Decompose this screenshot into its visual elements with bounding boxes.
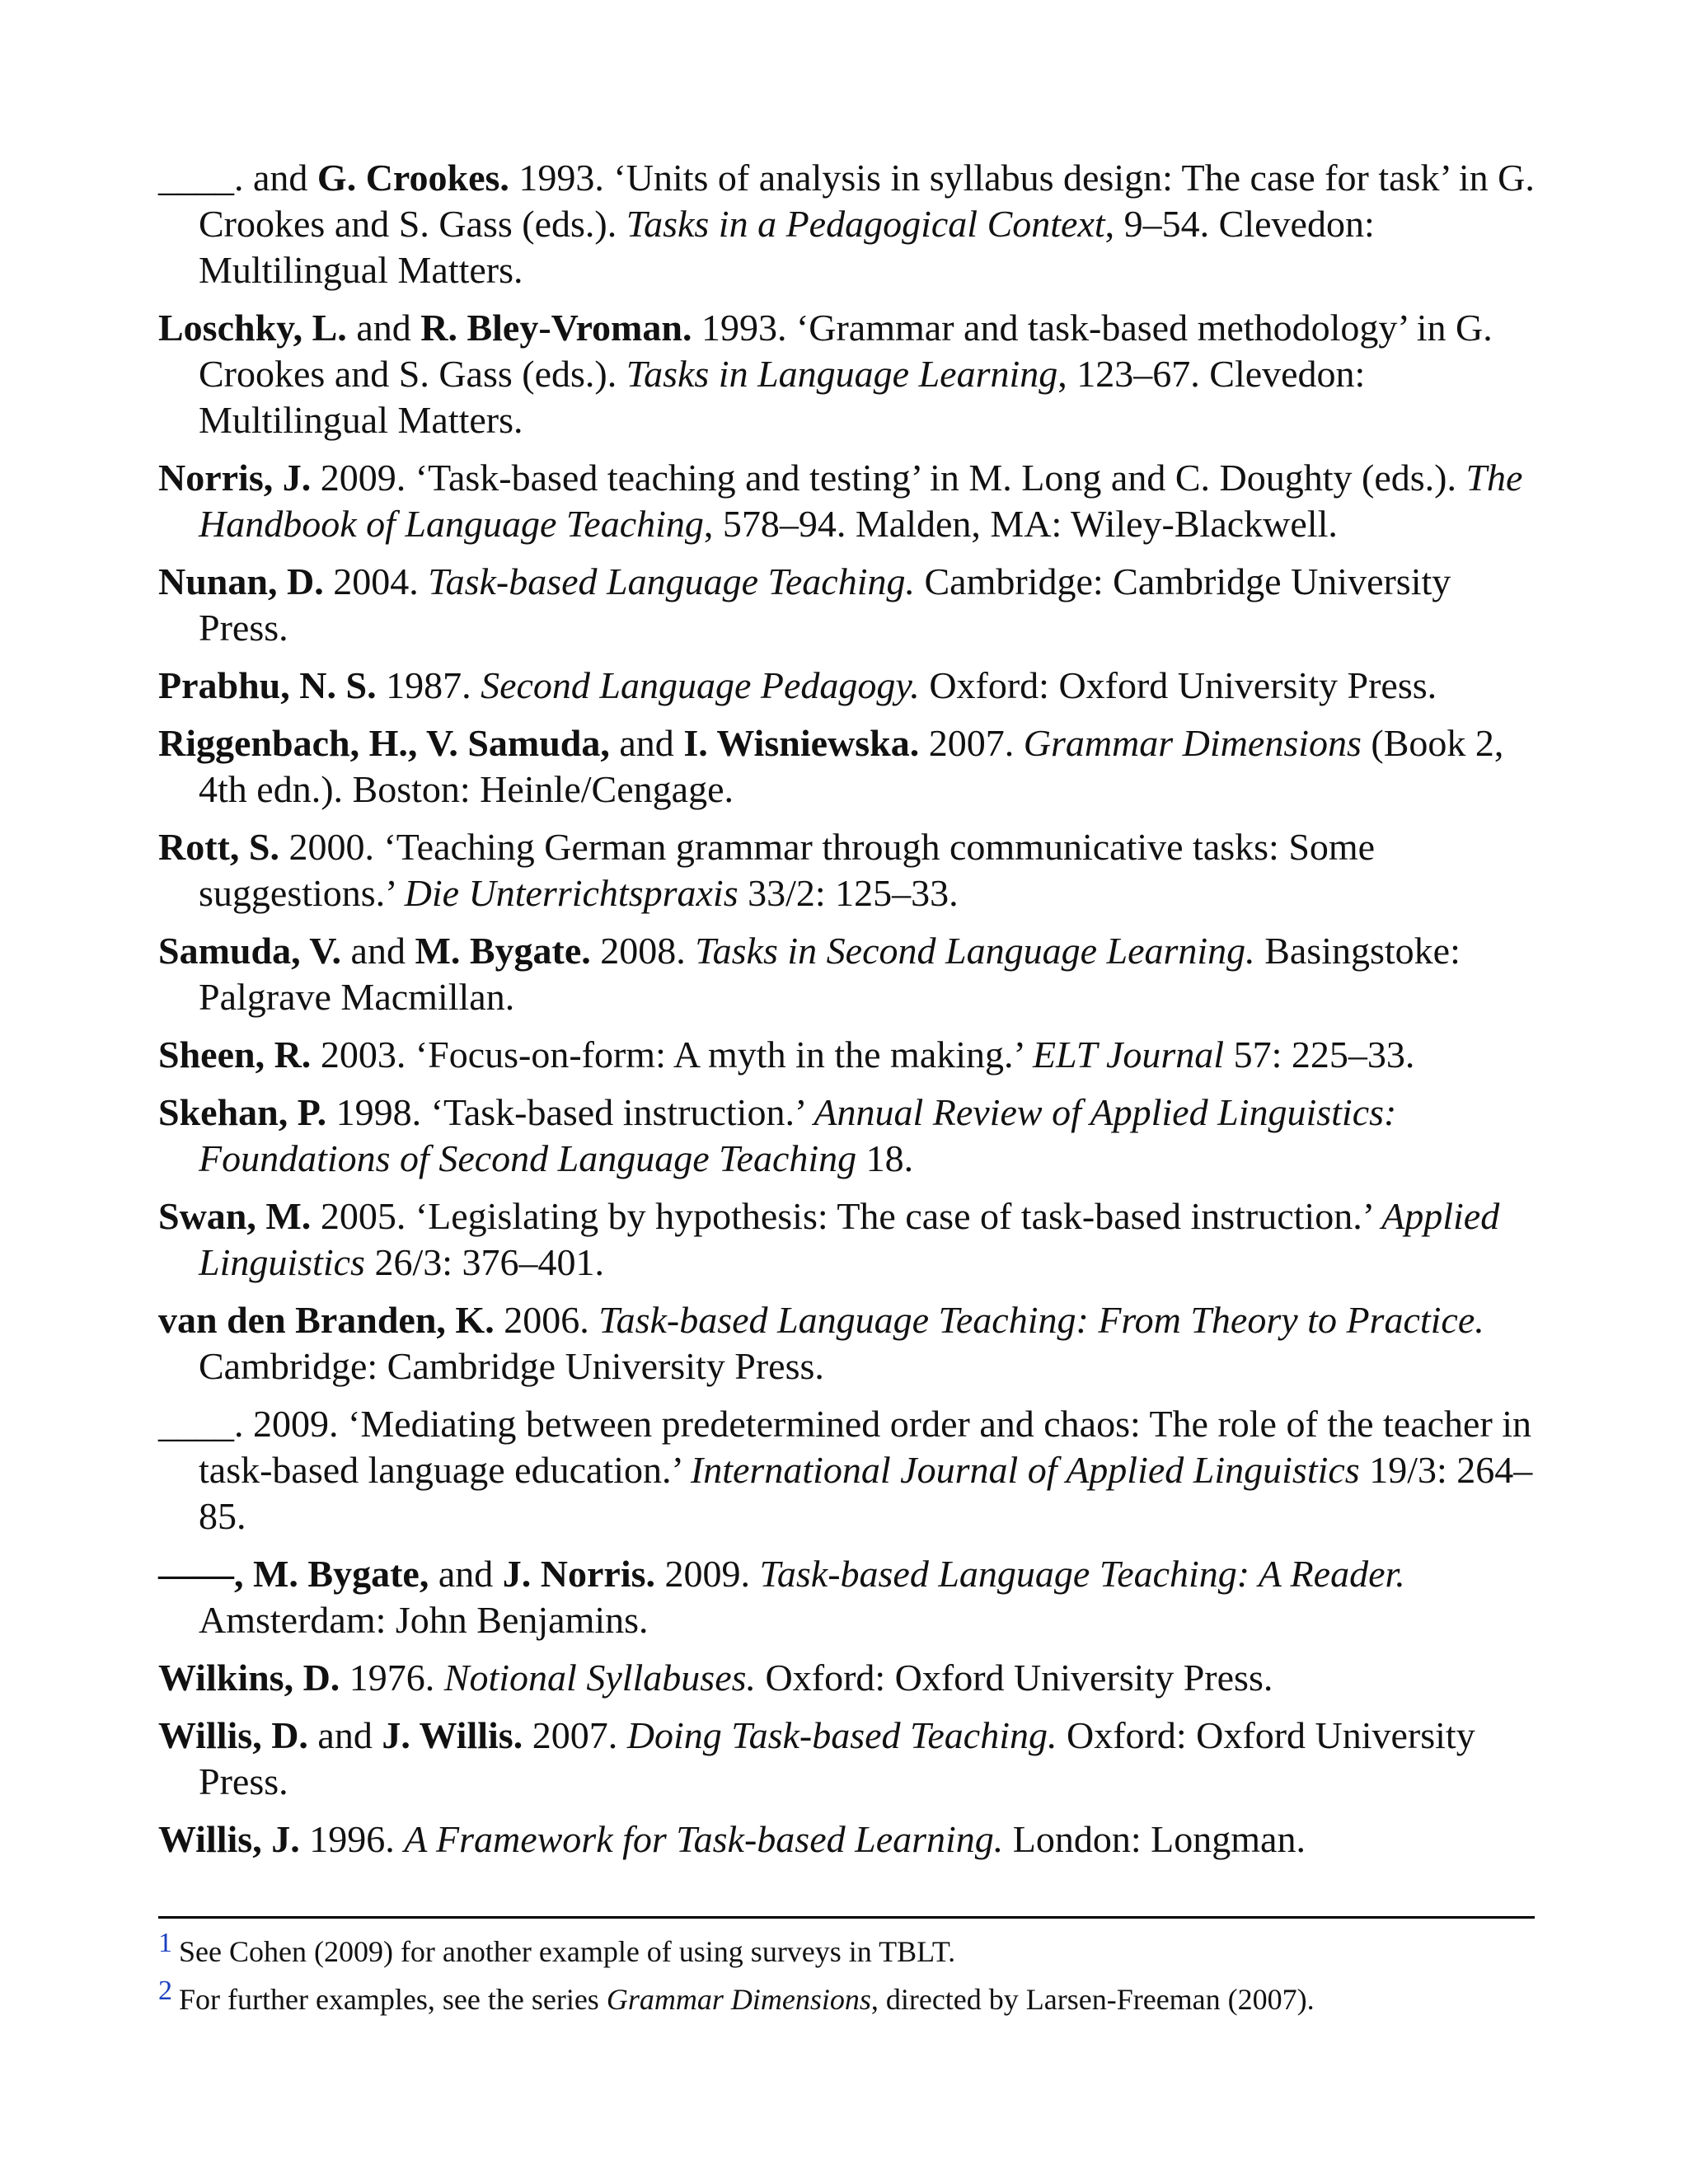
- reference-entry: [158, 928, 1535, 1020]
- author-name: Samuda, V.: [158, 930, 342, 972]
- citation-text: See Cohen (2009) for another example of using surveys in TBLT.: [179, 1935, 956, 1968]
- author-name: J. Willis.: [382, 1714, 523, 1756]
- citation-text: For further examples, see the series: [179, 1983, 607, 2016]
- citation-text: and: [609, 722, 684, 764]
- footnote: [158, 1975, 1535, 2018]
- author-name: Riggenbach, H., V. Samuda,: [158, 722, 610, 764]
- citation-text: 1976.: [340, 1657, 444, 1699]
- citation-text: 33/2: 125–33.: [738, 872, 959, 914]
- citation-text: , 578–94. Malden, MA: Wiley-Blackwell.: [703, 503, 1338, 545]
- citation-text: , 123–67. Clevedon: Multilingual Matters.: [199, 353, 1366, 441]
- citation-text: London: Longman.: [1003, 1818, 1306, 1860]
- footnote: [158, 1928, 1535, 1971]
- citation-text: Oxford: Oxford University Press.: [919, 664, 1437, 706]
- citation-text: 18.: [856, 1137, 914, 1179]
- citation-text: 2006.: [494, 1299, 599, 1341]
- citation-text: 2005. ‘Legislating by hypothesis: The case of task-based instruction.’: [311, 1195, 1382, 1237]
- reference-entry: [158, 1032, 1535, 1078]
- author-name: I. Wisniewska.: [683, 722, 920, 764]
- work-title: Applied Linguistics: [199, 1195, 1500, 1283]
- citation-text: 2008.: [590, 930, 696, 972]
- reference-entry: [158, 305, 1535, 443]
- work-title: Tasks in a Pedagogical Context: [626, 203, 1105, 245]
- author-name: R. Bley-Vroman.: [420, 307, 692, 349]
- reference-entry: [158, 1655, 1535, 1701]
- citation-text: 1996.: [299, 1818, 405, 1860]
- citation-text: 2004.: [323, 560, 429, 602]
- author-name: van den Branden, K.: [158, 1299, 495, 1341]
- citation-text: 2007.: [919, 722, 1024, 764]
- reference-list: [158, 155, 1535, 1874]
- footnote-number[interactable]: 2: [158, 1975, 172, 2006]
- citation-text: 2009.: [655, 1553, 760, 1595]
- citation-text: Cambridge: Cambridge University Press.: [199, 1345, 824, 1387]
- reference-entry: [158, 1090, 1535, 1182]
- author-name: Prabhu, N. S.: [158, 664, 377, 706]
- author-name: Willis, D.: [158, 1714, 308, 1756]
- author-name: Norris, J.: [158, 457, 312, 499]
- reference-entry: [158, 1713, 1535, 1805]
- citation-text: 19/3: 264–85.: [199, 1449, 1533, 1537]
- citation-text: Oxford: Oxford University Press.: [199, 1714, 1475, 1802]
- work-title: Doing Task-based Teaching.: [626, 1714, 1057, 1756]
- work-title: Task-based Language Teaching: From Theory to Practice.: [598, 1299, 1484, 1341]
- citation-text: , 9–54. Clevedon: Multilingual Matters.: [199, 203, 1375, 291]
- reference-entry: [158, 824, 1535, 916]
- citation-text: Amsterdam: John Benjamins.: [199, 1599, 649, 1641]
- reference-entry: [158, 720, 1535, 813]
- citation-text: Cambridge: Cambridge University Press.: [199, 560, 1451, 649]
- author-name: ——, M. Bygate,: [158, 1553, 429, 1595]
- citation-text: 26/3: 376–401.: [364, 1241, 604, 1283]
- work-title: Task-based Language Teaching: A Reader.: [759, 1553, 1405, 1595]
- reference-entry: [158, 155, 1535, 293]
- footnotes: [158, 1928, 1535, 2028]
- work-title: Tasks in Language Learning: [626, 353, 1058, 395]
- work-title: Second Language Pedagogy.: [481, 664, 920, 706]
- work-title: A Framework for Task-based Learning.: [404, 1818, 1004, 1860]
- footnote-separator: [158, 1916, 1535, 1919]
- work-title: ELT Journal: [1032, 1033, 1225, 1076]
- citation-text: 2000. ‘Teaching German grammar through communicative tasks: Some suggestions.’: [199, 826, 1376, 914]
- citation-text: Oxford: Oxford University Press.: [756, 1657, 1273, 1699]
- work-title: Grammar Dimensions: [1023, 722, 1362, 764]
- author-name: Loschky, L.: [158, 307, 347, 349]
- reference-entry: [158, 1193, 1535, 1286]
- author-name: Sheen, R.: [158, 1033, 312, 1076]
- citation-text: 2007.: [523, 1714, 627, 1756]
- author-name: Willis, J.: [158, 1818, 300, 1860]
- citation-text: 2009. ‘Task-based teaching and testing’ in M. Long and C. Doughty (eds.).: [311, 457, 1466, 499]
- citation-text: and: [341, 930, 415, 972]
- citation-text: 2003. ‘Focus-on-form: A myth in the making.’: [311, 1033, 1033, 1076]
- reference-entry: [158, 559, 1535, 651]
- reference-entry: [158, 663, 1535, 709]
- citation-text: 1993. ‘Units of analysis in syllabus design: The case for task’ in G. Crookes and S. Gass (eds.).: [199, 157, 1535, 245]
- work-title: Tasks in Second Language Learning.: [695, 930, 1255, 972]
- work-title: The Handbook of Language Teaching: [199, 457, 1523, 545]
- author-name: Nunan, D.: [158, 560, 324, 602]
- citation-text: 1987.: [376, 664, 481, 706]
- work-title: Die Unterrichtspraxis: [404, 872, 738, 914]
- citation-text: ____. 2009. ‘Mediating between predetermined order and chaos: The role of the teacher in task-based language education.’: [158, 1403, 1532, 1491]
- citation-text: 1998. ‘Task-based instruction.’: [326, 1091, 814, 1133]
- citation-text: and: [429, 1553, 503, 1595]
- work-title: Notional Syllabuses.: [443, 1657, 757, 1699]
- reference-entry: [158, 1816, 1535, 1863]
- author-name: G. Crookes.: [316, 157, 509, 199]
- citation-text: Basingstoke: Palgrave Macmillan.: [199, 930, 1461, 1018]
- work-title: Task-based Language Teaching.: [428, 560, 915, 602]
- author-name: Skehan, P.: [158, 1091, 327, 1133]
- citation-text: 1993. ‘Grammar and task-based methodology’ in G. Crookes and S. Gass (eds.).: [199, 307, 1493, 395]
- author-name: Swan, M.: [158, 1195, 312, 1237]
- citation-text: 57: 225–33.: [1224, 1033, 1415, 1076]
- author-name: Rott, S.: [158, 826, 279, 868]
- author-name: Wilkins, D.: [158, 1657, 340, 1699]
- citation-text: (Book 2, 4th edn.). Boston: Heinle/Cengage.: [199, 722, 1504, 810]
- citation-text: , directed by Larsen-Freeman (2007).: [870, 1983, 1315, 2016]
- reference-entry: [158, 455, 1535, 547]
- author-name: J. Norris.: [502, 1553, 656, 1595]
- work-title: Annual Review of Applied Linguistics: Foundations of Second Language Teaching: [199, 1091, 1397, 1179]
- reference-entry: [158, 1551, 1535, 1643]
- citation-text: and: [346, 307, 421, 349]
- reference-entry: [158, 1401, 1535, 1540]
- work-title: Grammar Dimensions: [606, 1983, 871, 2016]
- citation-text: ____. and: [158, 157, 317, 199]
- reference-entry: [158, 1297, 1535, 1390]
- author-name: M. Bygate.: [415, 930, 591, 972]
- footnote-number[interactable]: 1: [158, 1928, 172, 1958]
- work-title: International Journal of Applied Linguistics: [690, 1449, 1360, 1491]
- citation-text: and: [307, 1714, 382, 1756]
